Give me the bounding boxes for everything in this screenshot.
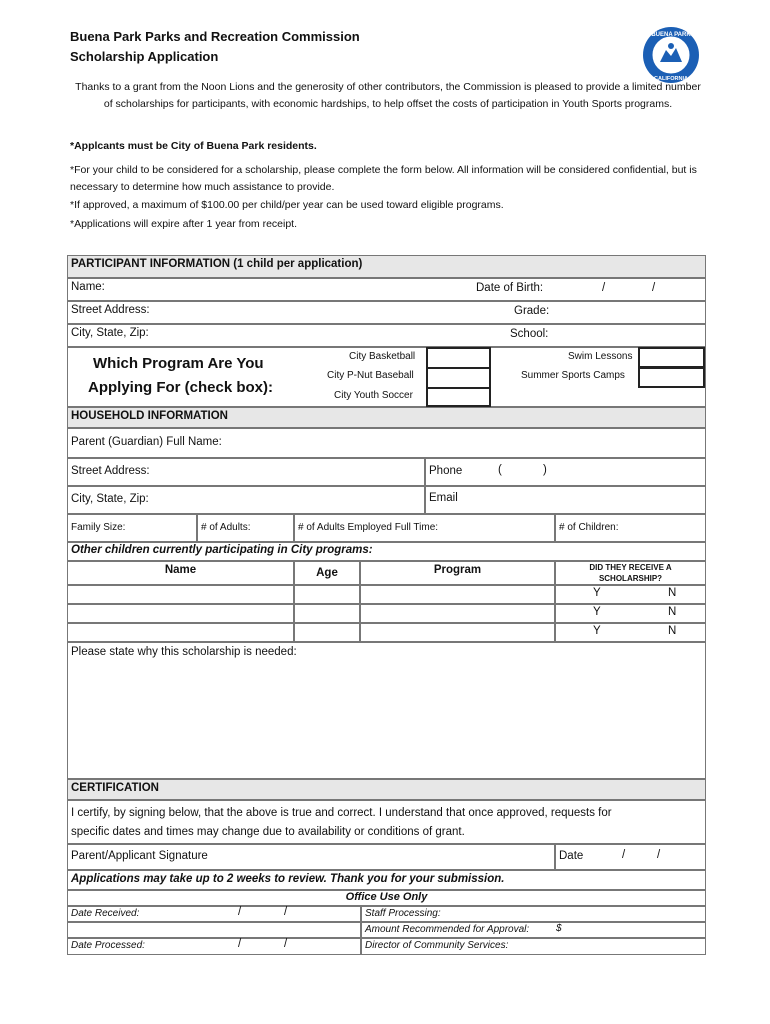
phone-label: Phone [429, 465, 463, 477]
note-max: *If approved, a maximum of $100.00 per child/per year can be used toward eligible programs. [70, 199, 504, 211]
col-age-header: Age [294, 561, 360, 585]
table-row-name[interactable] [67, 623, 294, 642]
phone-paren-close: ) [543, 464, 547, 476]
table-row-name[interactable] [67, 604, 294, 623]
col-program-header: Program [360, 561, 555, 585]
reason-label: Please state why this scholarship is needed: [71, 646, 297, 658]
blank-office-cell [67, 922, 361, 938]
program-question-1: Which Program Are You [93, 355, 264, 372]
participant-name-row[interactable] [67, 278, 706, 301]
household-city-row[interactable] [67, 486, 425, 514]
family-size-label: Family Size: [71, 522, 126, 533]
table-row-received[interactable] [555, 623, 706, 642]
date-processed-field[interactable] [67, 938, 361, 955]
participant-city-row[interactable] [67, 324, 706, 347]
staff-processing-label: Staff Processing: [365, 908, 441, 919]
dob-slash-1: / [602, 282, 606, 294]
participant-street-label: Street Address: [71, 304, 150, 316]
table-row-program[interactable] [360, 585, 555, 604]
director-field[interactable] [361, 938, 706, 955]
school-label: School: [510, 328, 549, 340]
children-cell[interactable] [555, 514, 706, 542]
household-street-row[interactable] [67, 458, 425, 486]
participant-name-label: Name: [71, 281, 105, 293]
option-soccer-label: City Youth Soccer [334, 390, 413, 401]
intro-paragraph: Thanks to a grant from the Noon Lions and the generosity of other contributors, the Commission is pleased to provide a limited number of scholarships for participants, with economic hardships, to help offset the costs of participation in Youth Sports programs. [75, 81, 701, 110]
signature-label: Parent/Applicant Signature [71, 850, 208, 862]
director-label: Director of Community Services: [365, 940, 509, 951]
office-use-heading: Office Use Only [67, 890, 706, 906]
children-label: # of Children: [559, 522, 619, 533]
option-swim-label: Swim Lessons [568, 351, 633, 362]
household-city-label: City, State, Zip: [71, 493, 149, 505]
table-row-age[interactable] [294, 585, 360, 604]
form-title: Buena Park Parks and Recreation Commission [70, 29, 360, 44]
certification-text-2: specific dates and times may change due to availability or conditions of grant. [71, 826, 465, 838]
option-baseball-label: City P-Nut Baseball [327, 370, 414, 381]
col-received-line1: DID THEY RECEIVE A [589, 563, 672, 572]
dob-slash-2: / [652, 282, 656, 294]
parent-name-row[interactable] [67, 428, 706, 458]
col-received-header [555, 561, 706, 585]
certification-text-1: I certify, by signing below, that the above is true and correct. I understand that once approved, requests for [71, 807, 612, 819]
date-received-label: Date Received: [71, 908, 140, 919]
phone-cell[interactable] [425, 458, 706, 486]
svg-text:CALIFORNIA: CALIFORNIA [654, 76, 688, 82]
others-heading: Other children currently participating in City programs: [67, 542, 706, 561]
option-camps-checkbox[interactable] [638, 367, 705, 388]
col-name-header: Name [67, 561, 294, 585]
adults-employed-cell[interactable] [294, 514, 555, 542]
signature-date-label: Date [559, 850, 584, 862]
form-subtitle: Scholarship Application [70, 49, 219, 64]
note-residents: *Applcants must be City of Buena Park residents. [70, 140, 317, 152]
row3-no[interactable]: N [668, 625, 677, 637]
note-expire: *Applications will expire after 1 year from receipt. [70, 218, 298, 230]
sig-date-slash-1: / [622, 849, 626, 861]
review-notice: Applications may take up to 2 weeks to review. Thank you for your submission. [67, 870, 706, 890]
option-basketball-checkbox[interactable] [426, 347, 491, 369]
adults-employed-label: # of Adults Employed Full Time: [298, 522, 439, 533]
staff-processing-field[interactable] [361, 906, 706, 922]
row1-yes[interactable]: Y [593, 587, 601, 599]
participant-street-row[interactable] [67, 301, 706, 324]
row3-yes[interactable]: Y [593, 625, 601, 637]
table-row-program[interactable] [360, 604, 555, 623]
processed-slash-1: / [238, 938, 242, 950]
family-size-cell[interactable] [67, 514, 197, 542]
option-soccer-checkbox[interactable] [426, 387, 491, 407]
amount-field[interactable] [361, 922, 706, 938]
row2-yes[interactable]: Y [593, 606, 601, 618]
received-slash-2: / [284, 906, 288, 918]
adults-label: # of Adults: [201, 522, 251, 533]
sig-date-slash-2: / [657, 849, 661, 861]
certification-heading: CERTIFICATION [67, 779, 706, 800]
received-slash-1: / [238, 906, 242, 918]
certification-statement [67, 800, 706, 844]
signature-date-field[interactable] [555, 844, 706, 870]
table-row-received[interactable] [555, 585, 706, 604]
adults-cell[interactable] [197, 514, 294, 542]
row1-no[interactable]: N [668, 587, 677, 599]
household-heading: HOUSEHOLD INFORMATION [67, 407, 706, 428]
col-received-line2: SCHOLARSHIP? [598, 574, 663, 583]
program-question-2: Applying For (check box): [88, 379, 274, 396]
processed-slash-2: / [284, 938, 288, 950]
option-baseball-checkbox[interactable] [426, 367, 491, 389]
option-swim-checkbox[interactable] [638, 347, 705, 368]
option-basketball-label: City Basketball [349, 351, 416, 362]
parent-name-label: Parent (Guardian) Full Name: [71, 436, 222, 448]
email-cell[interactable] [425, 486, 706, 514]
table-row-age[interactable] [294, 623, 360, 642]
note-consider: *For your child to be considered for a scholarship, please complete the form below. All information will be considered confidential, but is necessary to determine how much assistance to provide. [70, 164, 697, 193]
svg-text:BUENA PARK: BUENA PARK [651, 32, 691, 38]
option-camps-label: Summer Sports Camps [521, 370, 625, 381]
email-label: Email [429, 492, 458, 504]
reason-textarea[interactable] [67, 642, 706, 779]
dob-label: Date of Birth: [476, 282, 544, 294]
date-received-field[interactable] [67, 906, 361, 922]
household-street-label: Street Address: [71, 465, 150, 477]
amount-label: Amount Recommended for Approval: [365, 924, 530, 935]
phone-paren-open: ( [498, 464, 502, 476]
table-row-program[interactable] [360, 623, 555, 642]
signature-field[interactable] [67, 844, 555, 870]
table-row-age[interactable] [294, 604, 360, 623]
table-row-received[interactable] [555, 604, 706, 623]
row2-no[interactable]: N [668, 606, 677, 618]
amount-dollar: $ [556, 923, 562, 934]
city-seal-icon [642, 26, 700, 84]
table-row-name[interactable] [67, 585, 294, 604]
grade-label: Grade: [514, 305, 550, 317]
date-processed-label: Date Processed: [71, 940, 145, 951]
participant-heading: PARTICIPANT INFORMATION (1 child per application) [67, 255, 706, 278]
participant-city-label: City, State, Zip: [71, 327, 149, 339]
